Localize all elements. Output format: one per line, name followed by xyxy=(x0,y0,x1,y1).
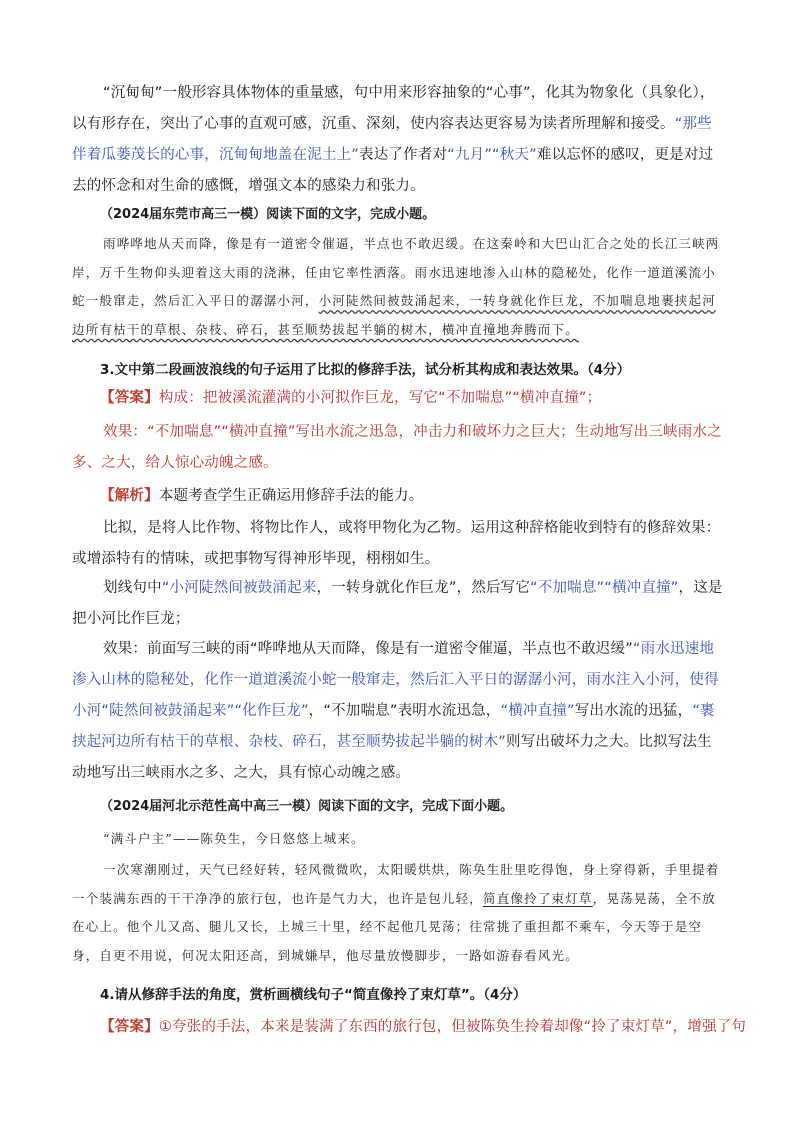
answer-text: ①夸张的手法，本来是装满了东西的旅行包，但被陈奂生拎着却像 xyxy=(158,1019,584,1035)
explanation-text: 表达了作者对 xyxy=(359,147,448,163)
analysis-text: ，这是把小河比作巨龙； xyxy=(72,580,723,627)
analysis-tag: 【解析】 xyxy=(100,488,159,504)
answer-3-line-2: 效果：“不加喘息”“横冲直撞”写出水流之迅急，冲击力和破坏力之巨大；生动地写出三峡雨水之多、之大，给人惊心动魄之感。 xyxy=(72,424,722,471)
answer-text: ，增强了句 xyxy=(672,1019,747,1035)
explanation-text: “沉甸甸”一般形容具体物体的重量感，句中用来形容抽象的“心事”，化其为物象化（具象化），以有形存在，突出了心事的直观可感，沉重、深刻，使内容表达更容易为读者所理解和接受。 xyxy=(72,85,715,132)
analysis-text: 写出水流的迅猛， xyxy=(574,703,693,719)
analysis-text: ，一转身就化作巨龙”，然后写它 xyxy=(316,580,531,596)
analysis-text: 则写出破坏力之大。比拟写法生动地写出三峡雨水之多、之大，具有惊心动魄之感。 xyxy=(72,734,712,781)
question-4: 4.请从修辞手法的角度，赏析画横线句子“简直像拎了束灯草”。（4分） xyxy=(100,987,527,1003)
explanation-text: 难以忘怀的感叹，更是对过去的怀念和对生命的感慨，增强文本的感染力和张力。 xyxy=(72,147,714,194)
analysis-text: 划线句中 xyxy=(103,580,162,596)
analysis-effect xyxy=(72,634,724,789)
quote-text: 山林的隐秘处，化作一道道溪流小蛇一般窜走，然后汇入平日的潺潺小河，雨水注入小河，使得小河 xyxy=(72,672,719,719)
passage-text: 雨哗哗地从天而降，像是有一道密令催逼，半点也不敢迟缓。在这秦岭和大巴山汇合之处的长江三峡两岸，万千生物仰头迎着这大雨的浇淋，任由它率性洒落。雨水迅速地渗入山林的隐秘处，化作一道道溪流小蛇一般窜走，然后汇入平日的潺潺小河， xyxy=(72,236,720,308)
reading-passage xyxy=(72,230,724,344)
quote-text: “小河陡然间被鼓涌起来 xyxy=(161,580,317,596)
analysis-text: 效果：前面写三峡的雨“哗哗地从天而降，像是有一道密令催逼，半点也不敢迟缓” xyxy=(103,641,633,657)
answer-tag: 【答案】 xyxy=(100,390,159,406)
analysis-text: 本题考查学生正确运用修辞手法的能力。 xyxy=(158,488,424,504)
analysis-underlined-sentence xyxy=(72,573,724,635)
quote-text: “裹挟起河边所有枯干的草根、杂枝、碎石，甚至顺势拔起半躺的树木” xyxy=(72,703,715,750)
quote-text: “拎了束灯草” xyxy=(583,1019,673,1035)
underlined-sentence: 简直像拎了束灯草 xyxy=(483,890,593,906)
quote-text: “那些伴着瓜蒌茂长的心事，沉甸甸地盖在泥土上” xyxy=(72,116,712,163)
analysis-definition: 比拟，是将人比作物、将物比作人，或将甲物化为乙物。运用这种辞格能收到特有的修辞效果：或增添特有的情味，或把事物写得神形毕现，栩栩如生。 xyxy=(72,520,721,567)
answer-tag: 【答案】 xyxy=(100,1019,159,1035)
question-3: 3.文中第二段画波浪线的句子运用了比拟的修辞手法，试分析其构成和表达效果。（4分） xyxy=(100,362,631,378)
source-heading: （2024届东莞市高三一模）阅读下面的文字，完成小题。 xyxy=(100,207,436,222)
quote-text: “不加喘息”“横冲直撞” xyxy=(530,580,679,596)
passage-2-intro: “满斗户主”——陈奂生，今日悠悠上城来。 xyxy=(103,831,365,846)
quote-text: “化作巨龙” xyxy=(234,703,309,719)
quote-text: “横冲直撞” xyxy=(500,703,575,719)
answer-4-line-1 xyxy=(100,1012,747,1043)
explanation-paragraph xyxy=(72,78,724,202)
passage-text: ，晃荡晃荡，全不放在心上。他个儿又高、腿儿又长，上城三十里，经不起他几晃荡；往常挑了重担都不乘车，今天等于是空身，自更不用说，何况太阳还高，到城嫌早，他尽量放慢脚步，一路如游春看风光。 xyxy=(72,890,716,963)
analysis-line-1 xyxy=(100,481,724,512)
quote-text: “雨水迅速地渗入 xyxy=(72,641,715,688)
reading-passage-2 xyxy=(72,856,724,970)
answer-3-line-1 xyxy=(100,383,724,414)
source-heading-2: （2024届河北示范性高中高三一模）阅读下面的文字，完成下面小题。 xyxy=(100,799,514,814)
quote-text: “陡然间被鼓涌起来” xyxy=(101,703,235,719)
answer-text: 构成：把被溪流灌满的小河拟作巨龙，写它“不加喘息”“横冲直撞”； xyxy=(158,390,602,406)
quote-text: “九月”“秋天” xyxy=(447,147,537,163)
wavy-underlined-sentence: 小河陡然间被鼓涌起来，一转身就化作巨龙，不加喘息地裹挟起河边所有枯干的草根、杂枝、碎石，甚至顺势拔起半躺的树木，横冲直撞地奔腾而下。 xyxy=(72,293,716,337)
passage-text: 一次寒潮刚过，天气已经好转，轻风微微吹，太阳暖烘烘，陈奂生肚里吃得饱，身上穿得新，手里提着一个装满东西的干干净净的旅行包，也许是气力大，也许是包儿轻， xyxy=(72,862,720,906)
analysis-text: ，“不加喘息”表明水流迅急， xyxy=(308,703,501,719)
